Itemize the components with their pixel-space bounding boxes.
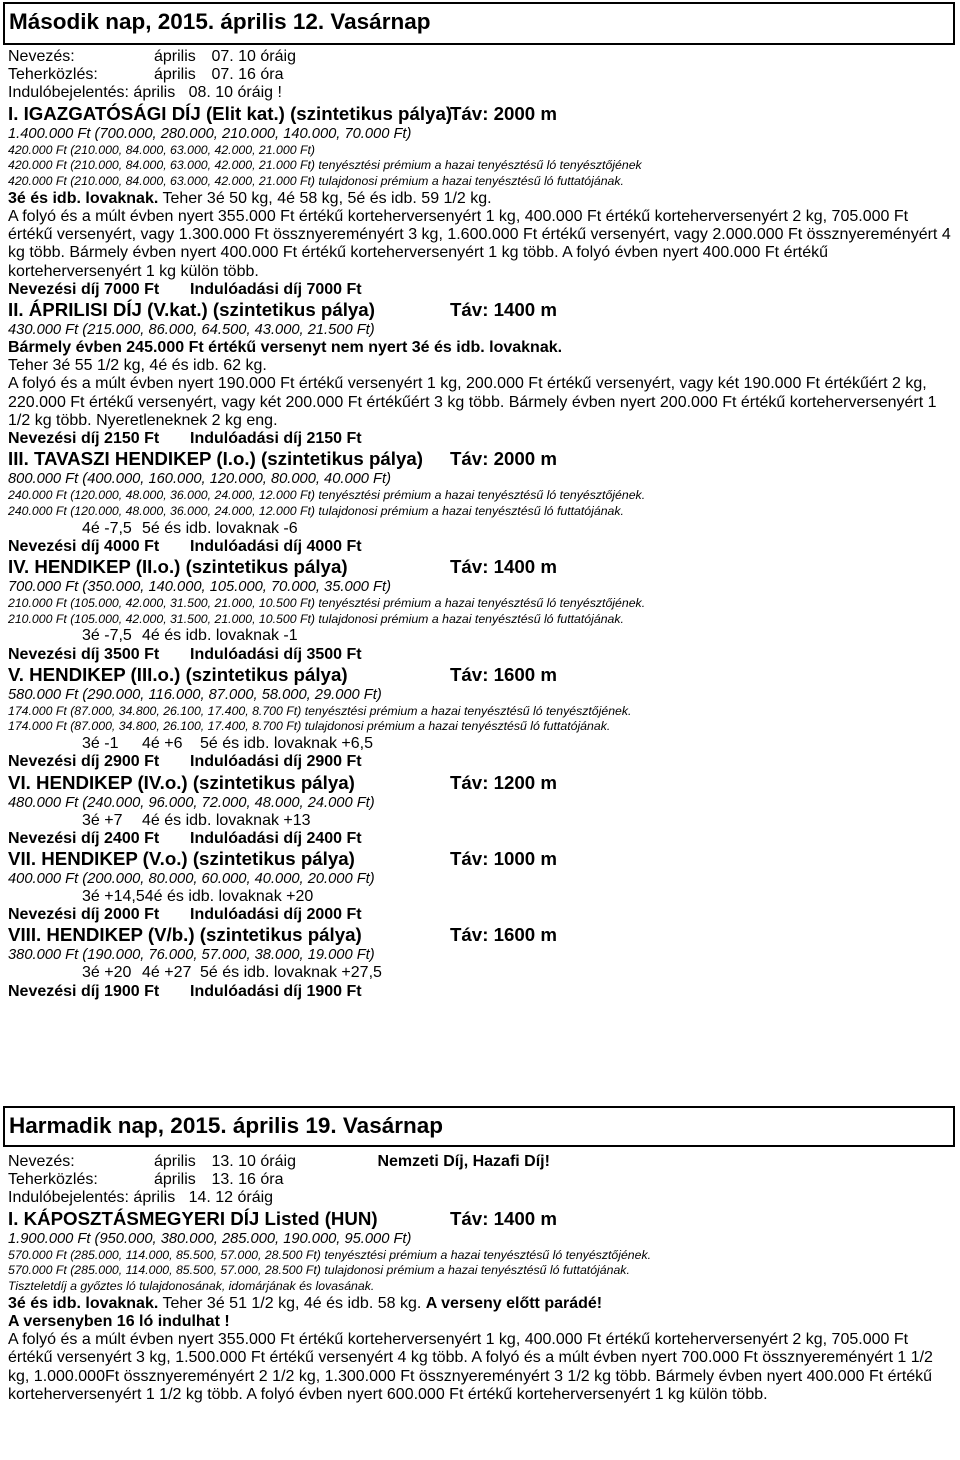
race-conditions: A folyó és a múlt évben nyert 355.000 Ft értékű korteherversenyért 1 kg, 400.000 Ft értékű korteherversenyért 2 kg, 705.000 Ft értékű versenyért 3 kg, 1.500.000 Ft értékű versenyért 4 kg több. A folyó és a múlt évben nyert 700.000 Ft össznyereményért 1 1/2 kg, 1.000.000Ft össznyereményért 2 1/2 kg, 1.300.000 Ft össznyereményért 3 1/2 kg több. Bármely évben nyert 400.000 Ft értékű korteherversenyért 1 1/2 kg több. A folyó évben nyert 600.000 Ft értékű korteherversenyért 1 kg külön több. — [8, 1331, 933, 1403]
race-prize: 380.000 Ft (190.000, 76.000, 57.000, 38.000, 19.000 Ft) — [8, 947, 375, 964]
handicap-levels: 4é -7,5 5é és idb. lovaknak -6 — [82, 519, 298, 537]
breeder-premium: 240.000 Ft (120.000, 48.000, 36.000, 24.000, 12.000 Ft) tenyésztési prémium a hazai tenyésztésű ló tenyésztőjének. — [8, 488, 646, 503]
race-title: VII. HENDIKEP (V.o.) (szintetikus pálya) Táv: 1000 m — [8, 848, 557, 869]
race-fees: Nevezési díj 2400 Ft Indulóadási díj 2400 Ft — [8, 829, 362, 847]
day2-section — [8, 48, 952, 1001]
entry-deadline-row: Nevezés: április 13. 10 óráig Nemzeti Díj, Hazafi Díj! — [8, 1153, 550, 1170]
race-prize: 800.000 Ft (400.000, 160.000, 120.000, 80.000, 40.000 Ft) — [8, 471, 391, 488]
race-title: I. KÁPOSZTÁSMEGYERI DÍJ Listed (HUN) Táv: 1400 m — [8, 1207, 557, 1229]
handicap-levels: 3é +7 4é és idb. lovaknak +13 — [82, 811, 311, 829]
race-prize-sub: 420.000 Ft (210.000, 84.000, 63.000, 42.000, 21.000 Ft) — [8, 142, 315, 157]
race-prize: 480.000 Ft (240.000, 96.000, 72.000, 48.000, 24.000 Ft) — [8, 794, 375, 811]
race-title: V. HENDIKEP (III.o.) (szintetikus pálya) Táv: 1600 m — [8, 663, 557, 685]
weight-announce-row: Teherközlés: április 13. 16 óra — [8, 1171, 284, 1189]
race-prize: 400.000 Ft (200.000, 80.000, 60.000, 40.000, 20.000 Ft) — [8, 871, 375, 887]
owner-premium: 240.000 Ft (120.000, 48.000, 36.000, 24.000, 12.000 Ft) tulajdonosi prémium a hazai tenyésztésű ló futtatójának. — [8, 503, 624, 518]
race-prize: 1.900.000 Ft (950.000, 380.000, 285.000, 190.000, 95.000 Ft) — [8, 1230, 412, 1247]
race-fees: Nevezési díj 2150 Ft Indulóadási díj 2150 Ft — [8, 429, 362, 447]
race-weights: Teher 3é 55 1/2 kg, 4é és idb. 62 kg. — [8, 357, 267, 375]
declaration-row: Indulóbejelentés: április 08. 10 óráig ! — [8, 84, 282, 102]
race-title: II. ÁPRILISI DÍJ (V.kat.) (szintetikus pálya) Táv: 1400 m — [8, 298, 557, 320]
day2-heading: Második nap, 2015. április 12. Vasárnap — [3, 2, 955, 45]
handicap-levels: 3é +14,54é és idb. lovaknak +20 — [82, 888, 314, 905]
race-title: IV. HENDIKEP (II.o.) (szintetikus pálya) Táv: 1400 m — [8, 555, 557, 577]
handicap-levels: 3é +20 4é +27 5é és idb. lovaknak +27,5 — [82, 964, 382, 982]
owner-premium: 420.000 Ft (210.000, 84.000, 63.000, 42.000, 21.000 Ft) tulajdonosi prémium a hazai tenyésztésű ló futtatójának. — [8, 174, 624, 189]
handicap-levels: 3é -1 4é +6 5é és idb. lovaknak +6,5 — [82, 735, 374, 753]
entry-deadline-row: Nevezés: április 07. 10 óráig — [8, 48, 296, 65]
breeder-premium: 210.000 Ft (105.000, 42.000, 31.500, 21.000, 10.500 Ft) tenyésztési prémium a hazai tenyésztésű ló tenyésztőjének. — [8, 595, 646, 610]
race-title: III. TAVASZI HENDIKEP (I.o.) (szintetikus pálya) Táv: 2000 m — [8, 448, 557, 470]
race-fees: Nevezési díj 3500 Ft Indulóadási díj 3500 Ft — [8, 645, 362, 663]
breeder-premium: 174.000 Ft (87.000, 34.800, 26.100, 17.400, 8.700 Ft) tenyésztési prémium a hazai tenyésztésű ló tenyésztőjének. — [8, 703, 632, 718]
race-prize: 1.400.000 Ft (700.000, 280.000, 210.000, 140.000, 70.000 Ft) — [8, 125, 412, 142]
race-fees: Nevezési díj 4000 Ft Indulóadási díj 4000 Ft — [8, 537, 362, 555]
race-fees: Nevezési díj 2000 Ft Indulóadási díj 2000 Ft — [8, 906, 362, 924]
weight-announce-row: Teherközlés: április 07. 16 óra — [8, 66, 284, 84]
race-fees: Nevezési díj 1900 Ft Indulóadási díj 1900 Ft — [8, 982, 362, 1000]
day3-heading: Harmadik nap, 2015. április 19. Vasárnap — [3, 1106, 955, 1147]
race-conditions: A folyó és a múlt évben nyert 190.000 Ft értékű versenyért 1 kg, 200.000 Ft értékű versenyért, vagy két 190.000 Ft értékűért 2 kg, 220.000 Ft értékű versenyért, vagy két 200.000 Ft értékűért 3 kg több. Bármely évben nyert 200.000 Ft értékű korteherversenyért 1 1/2 kg több. Nyeretleneknek 2 kg eng. — [8, 375, 937, 429]
race-weights: 3é és idb. lovaknak. Teher 3é 50 kg, 4é 58 kg, 5é és idb. 59 1/2 kg. — [8, 189, 492, 207]
trophy-note: Tiszteletdíj a győztes ló tulajdonosának, idomárjának és lovasának. — [8, 1279, 375, 1294]
race-prize: 700.000 Ft (350.000, 140.000, 105.000, 70.000, 35.000 Ft) — [8, 578, 391, 595]
owner-premium: 570.000 Ft (285.000, 114.000, 85.500, 57.000, 28.500 Ft) tulajdonosi prémium a hazai tenyésztésű ló futtatójának. — [8, 1263, 630, 1278]
race-eligibility: Bármely évben 245.000 Ft értékű versenyt nem nyert 3é és idb. lovaknak. — [8, 338, 563, 356]
race-title: VIII. HENDIKEP (V/b.) (szintetikus pálya) Táv: 1600 m — [8, 924, 557, 946]
race-prize: 430.000 Ft (215.000, 86.000, 64.500, 43.000, 21.500 Ft) — [8, 321, 375, 338]
runner-limit: A versenyben 16 ló indulhat ! — [8, 1312, 230, 1330]
race-weights: 3é és idb. lovaknak. Teher 3é 51 1/2 kg, 4é és idb. 58 kg. A verseny előtt parádé! — [8, 1294, 603, 1312]
owner-premium: 174.000 Ft (87.000, 34.800, 26.100, 17.400, 8.700 Ft) tulajdonosi prémium a hazai tenyésztésű ló futtatójának. — [8, 719, 611, 734]
handicap-levels: 3é -7,5 4é és idb. lovaknak -1 — [82, 627, 298, 645]
race-fees: Nevezési díj 2900 Ft Indulóadási díj 2900 Ft — [8, 753, 362, 771]
race-conditions: A folyó és a múlt évben nyert 355.000 Ft értékű korteherversenyért 1 kg, 400.000 Ft értékű korteherversenyért 2 kg, 705.000 Ft értékű versenyért, vagy 1.300.000 Ft össznyereményért 3 kg, 1.600.000 Ft értékű versenyért, vagy 2.000.000 Ft össznyereményért 4 kg több. Bármely évben nyert 400.000 Ft értékű korteherversenyért 1 kg több. A folyó évben nyert 400.000 Ft értékű korteherversenyért 1 kg külön több. — [8, 207, 951, 280]
day3-section — [8, 1153, 952, 1404]
owner-premium: 210.000 Ft (105.000, 42.000, 31.500, 21.000, 10.500 Ft) tulajdonosi prémium a hazai tenyésztésű ló futtatójának. — [8, 611, 624, 626]
race-fees: Nevezési díj 7000 Ft Indulóadási díj 7000 Ft — [8, 280, 362, 298]
race-prize: 580.000 Ft (290.000, 116.000, 87.000, 58.000, 29.000 Ft) — [8, 686, 382, 703]
race-title: VI. HENDIKEP (IV.o.) (szintetikus pálya) Táv: 1200 m — [8, 771, 557, 793]
breeder-premium: 420.000 Ft (210.000, 84.000, 63.000, 42.000, 21.000 Ft) tenyésztési prémium a hazai tenyésztésű ló tenyésztőjének — [8, 158, 642, 173]
declaration-row: Indulóbejelentés: április 14. 12 óráig — [8, 1189, 274, 1207]
breeder-premium: 570.000 Ft (285.000, 114.000, 85.500, 57.000, 28.500 Ft) tenyésztési prémium a hazai tenyésztésű ló tenyésztőjének. — [8, 1247, 652, 1262]
race-title: I. IGAZGATÓSÁGI DÍJ (Elit kat.) (szintetikus pálya)Táv: 2000 m — [8, 102, 557, 124]
